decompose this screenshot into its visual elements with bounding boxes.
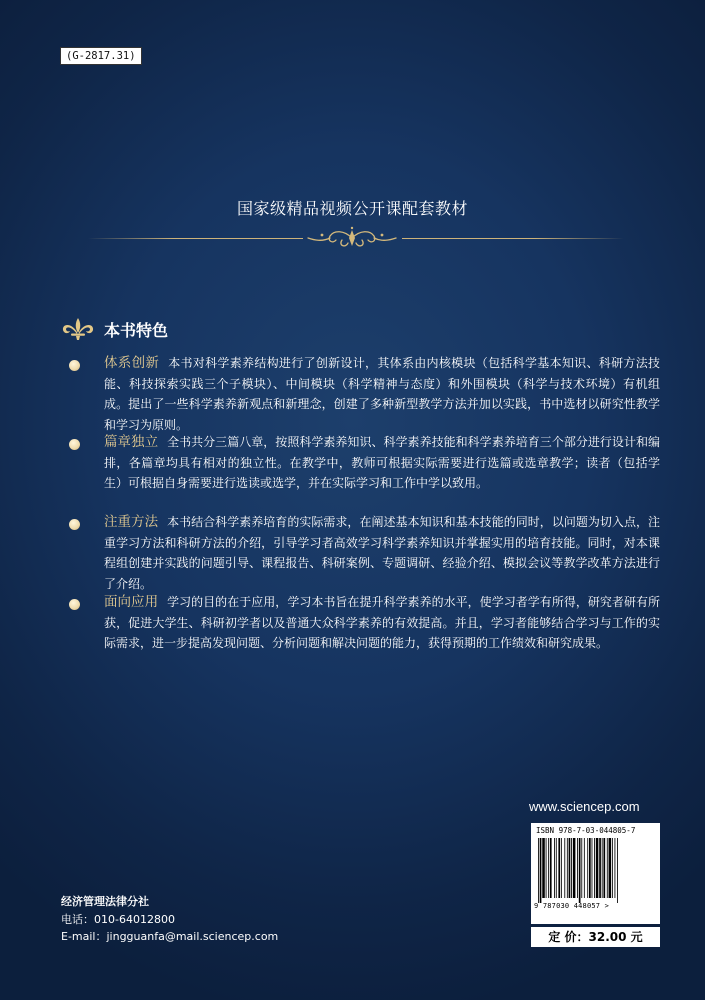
bullet-icon — [69, 360, 80, 371]
feature-body — [104, 432, 660, 494]
bullet-icon — [69, 599, 80, 610]
features-title: 本书特色 — [104, 321, 169, 340]
catalog-code: (G-2817.31) — [60, 47, 142, 65]
price-label: 定 价：32.00 元 — [531, 927, 660, 947]
publisher-phone: 电话：010-64012800 — [61, 912, 175, 926]
feature-item — [60, 353, 660, 435]
series-title: 国家级精品视频公开课配套教材 — [236, 199, 468, 218]
feature-item — [60, 592, 660, 654]
feature-text: 全书共分三篇八章，按照科学素养知识、科学素养技能和科学素养培育三个部分进行设计和编排，各篇章均具有相对的独立性。在教学中，教师可根据实际需要进行选篇或选章教学；读者（包括学生）可根据自身需要进行选读或选学，并在实际学习和工作中学以致用。 — [104, 435, 660, 490]
feature-text: 学习的目的在于应用，学习本书旨在提升科学素养的水平，使学习者学有所得，研究者研有所获，促进大学生、科研初学者以及普通大众科学素养的有效提高。并且，学习者能够结合学习与工作的实际需求，进一步提高发现问题、分析问题和解决问题的能力，获得预期的工作绩效和研究成果。 — [104, 595, 660, 650]
title-divider-right — [402, 238, 624, 239]
feature-text: 本书对科学素养结构进行了创新设计，其体系由内核模块（包括科学基本知识、科研方法技能、科技探索实践三个子模块）、中间模块（科学精神与态度）和外围模块（科学与技术环境）有机组成。提出了一些科学素养新观点和新理念，创建了多种新型教学方法并加以实践，书中选材以研究性教学和学习为原则。 — [104, 356, 660, 432]
feature-title: 篇章独立 — [104, 434, 159, 450]
publisher-info — [61, 893, 278, 946]
publisher-name: 经济管理法律分社 — [61, 895, 149, 908]
barcode-digits: 9 787030 448057 > — [534, 902, 610, 910]
title-divider-left — [88, 238, 303, 239]
barcode-icon — [535, 838, 656, 903]
bullet-icon — [69, 439, 80, 450]
publisher-website: www.sciencep.com — [529, 799, 640, 814]
feature-title: 注重方法 — [104, 514, 159, 530]
divider-ornament-icon — [300, 226, 405, 250]
feature-body — [104, 592, 660, 654]
bullet-icon — [69, 519, 80, 530]
feature-item — [60, 512, 660, 594]
feature-body — [104, 512, 660, 594]
feature-title: 体系创新 — [104, 355, 160, 371]
publisher-email: E-mail：jingguanfa@mail.sciencep.com — [61, 930, 279, 943]
feature-item — [60, 432, 660, 494]
feature-text: 本书结合科学素养培育的实际需求，在阐述基本知识和基本技能的同时，以问题为切入点，注重学习方法和科研方法的介绍，引导学习者高效学习科学素养知识并掌握实用的培育技能。同时，对本课程组创建并实践的问题引导、课程报告、科研案例、专题调研、经验介绍、模拟会议等教学改革方法进行了介绍。 — [104, 515, 660, 591]
feature-title: 面向应用 — [104, 594, 159, 610]
isbn-barcode — [531, 823, 660, 924]
feature-body — [104, 353, 660, 435]
fleur-de-lis-icon — [58, 316, 98, 342]
isbn-number: ISBN 978-7-03-044805-7 — [536, 826, 636, 835]
